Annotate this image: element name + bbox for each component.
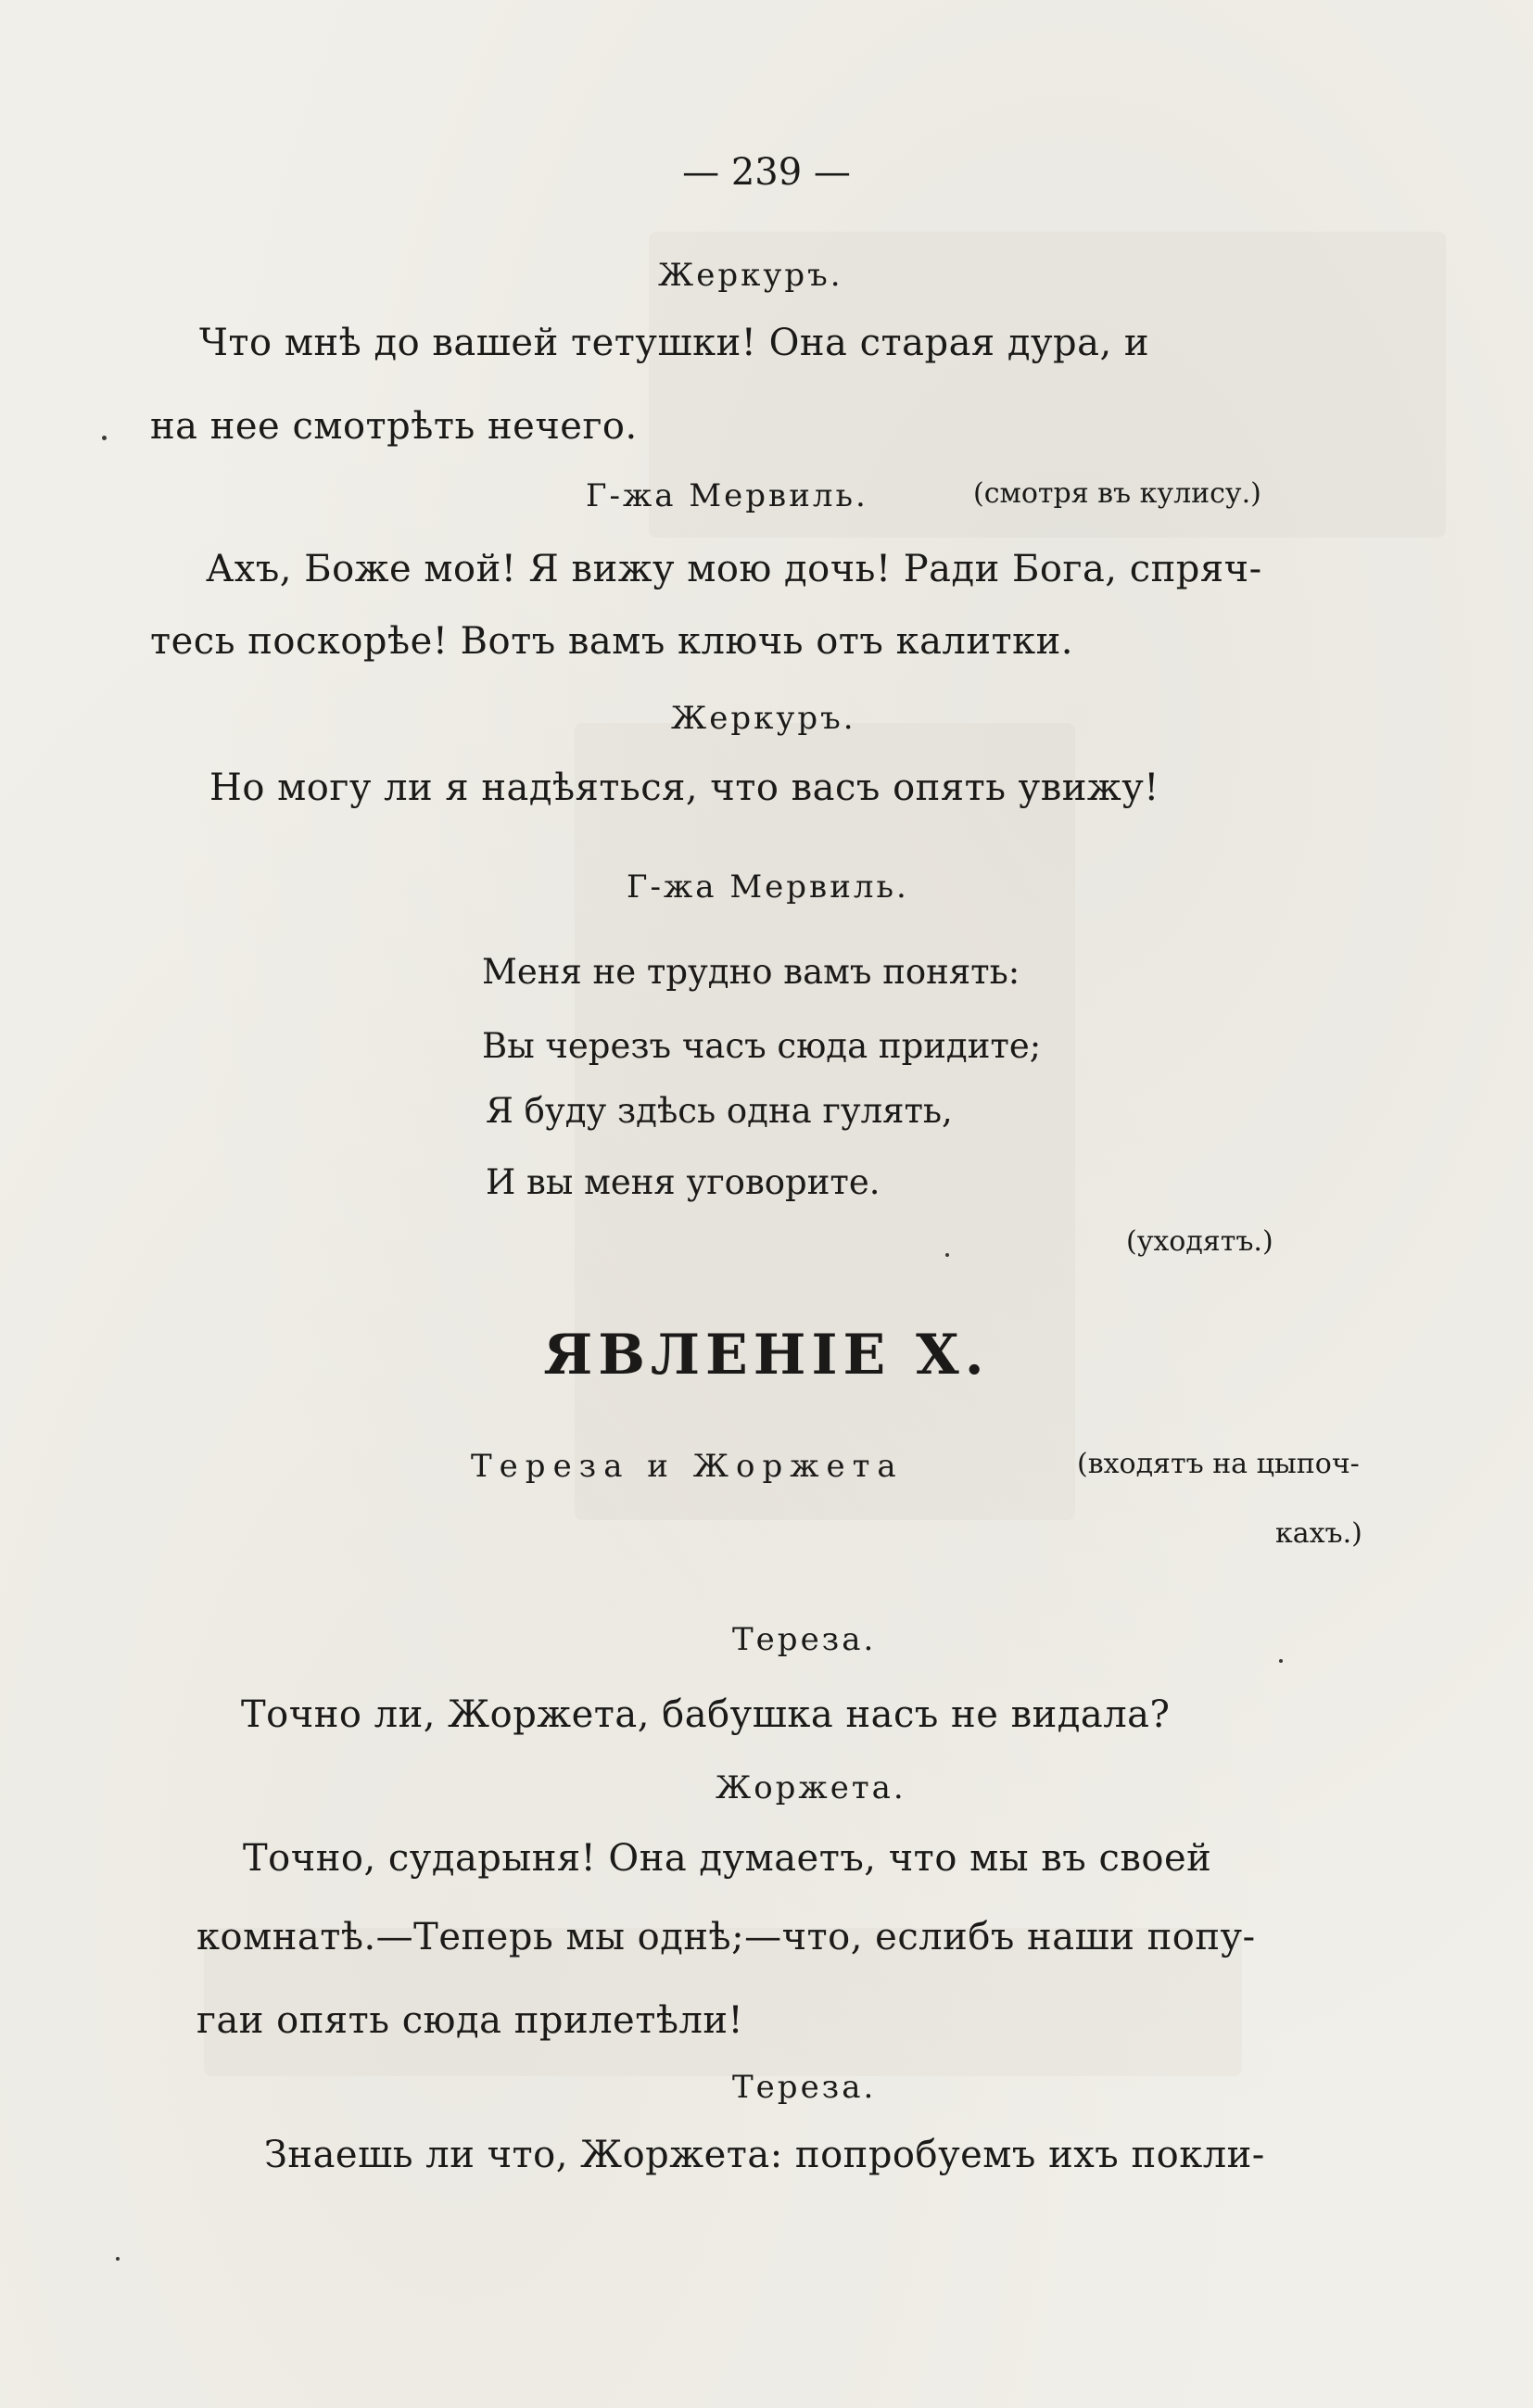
page-number: — 239 —: [682, 151, 851, 194]
ink-speck: [102, 436, 107, 440]
speaker-label: Жеркуръ.: [671, 700, 856, 737]
ink-speck: [116, 2257, 120, 2261]
stage-direction: (уходятъ.): [1126, 1225, 1273, 1258]
speaker-label: Г-жа Мервиль.: [586, 477, 868, 514]
verse-line: И вы меня уговорите.: [486, 1162, 881, 1202]
dialogue-line: на нее смотрѣть нечего.: [150, 405, 638, 448]
verse-line: Я буду здѣсь одна гулять,: [486, 1091, 953, 1131]
speaker-label: Тереза.: [732, 2069, 877, 2106]
dialogue-line: тесь поскорѣе! Вотъ вамъ ключь отъ калитки.: [150, 620, 1073, 663]
speaker-label: Жеркуръ.: [658, 257, 843, 294]
dialogue-line: комнатѣ.—Теперь мы однѣ;—что, еслибъ наши попу-: [196, 1916, 1256, 1958]
stage-direction: (смотря въ кулису.): [973, 477, 1261, 510]
dialogue-line: Ахъ, Боже мой! Я вижу мою дочь! Ради Бога, спряч-: [206, 548, 1262, 590]
stage-direction: кахъ.): [1275, 1517, 1362, 1550]
dialogue-line: Но могу ли я надѣяться, что васъ опять увижу!: [209, 767, 1159, 809]
scene-characters: Тереза и Жоржета: [471, 1448, 904, 1485]
stage-direction: (входятъ на цыпоч-: [1077, 1448, 1360, 1480]
verse-line: Меня не трудно вамъ понять:: [482, 952, 1020, 992]
speaker-label: Тереза.: [732, 1621, 877, 1658]
ink-speck: [1279, 1659, 1283, 1663]
dialogue-line: Точно ли, Жоржета, бабушка насъ не видала?: [241, 1693, 1171, 1736]
ink-speck: [945, 1253, 949, 1257]
dialogue-line: Точно, сударыня! Она думаетъ, что мы въ своей: [243, 1837, 1212, 1880]
verse-line: Вы черезъ часъ сюда придите;: [482, 1026, 1042, 1066]
dialogue-line: Что мнѣ до вашей тетушки! Она старая дура, и: [199, 322, 1150, 364]
speaker-label: Г-жа Мервиль.: [627, 868, 909, 906]
dialogue-line: Знаешь ли что, Жоржета: попробуемъ ихъ покли-: [264, 2134, 1265, 2176]
dialogue-line: гаи опять сюда прилетѣли!: [196, 1999, 744, 2042]
scene-heading: ЯВЛЕНІЕ X.: [543, 1323, 990, 1388]
speaker-label: Жоржета.: [716, 1769, 906, 1806]
